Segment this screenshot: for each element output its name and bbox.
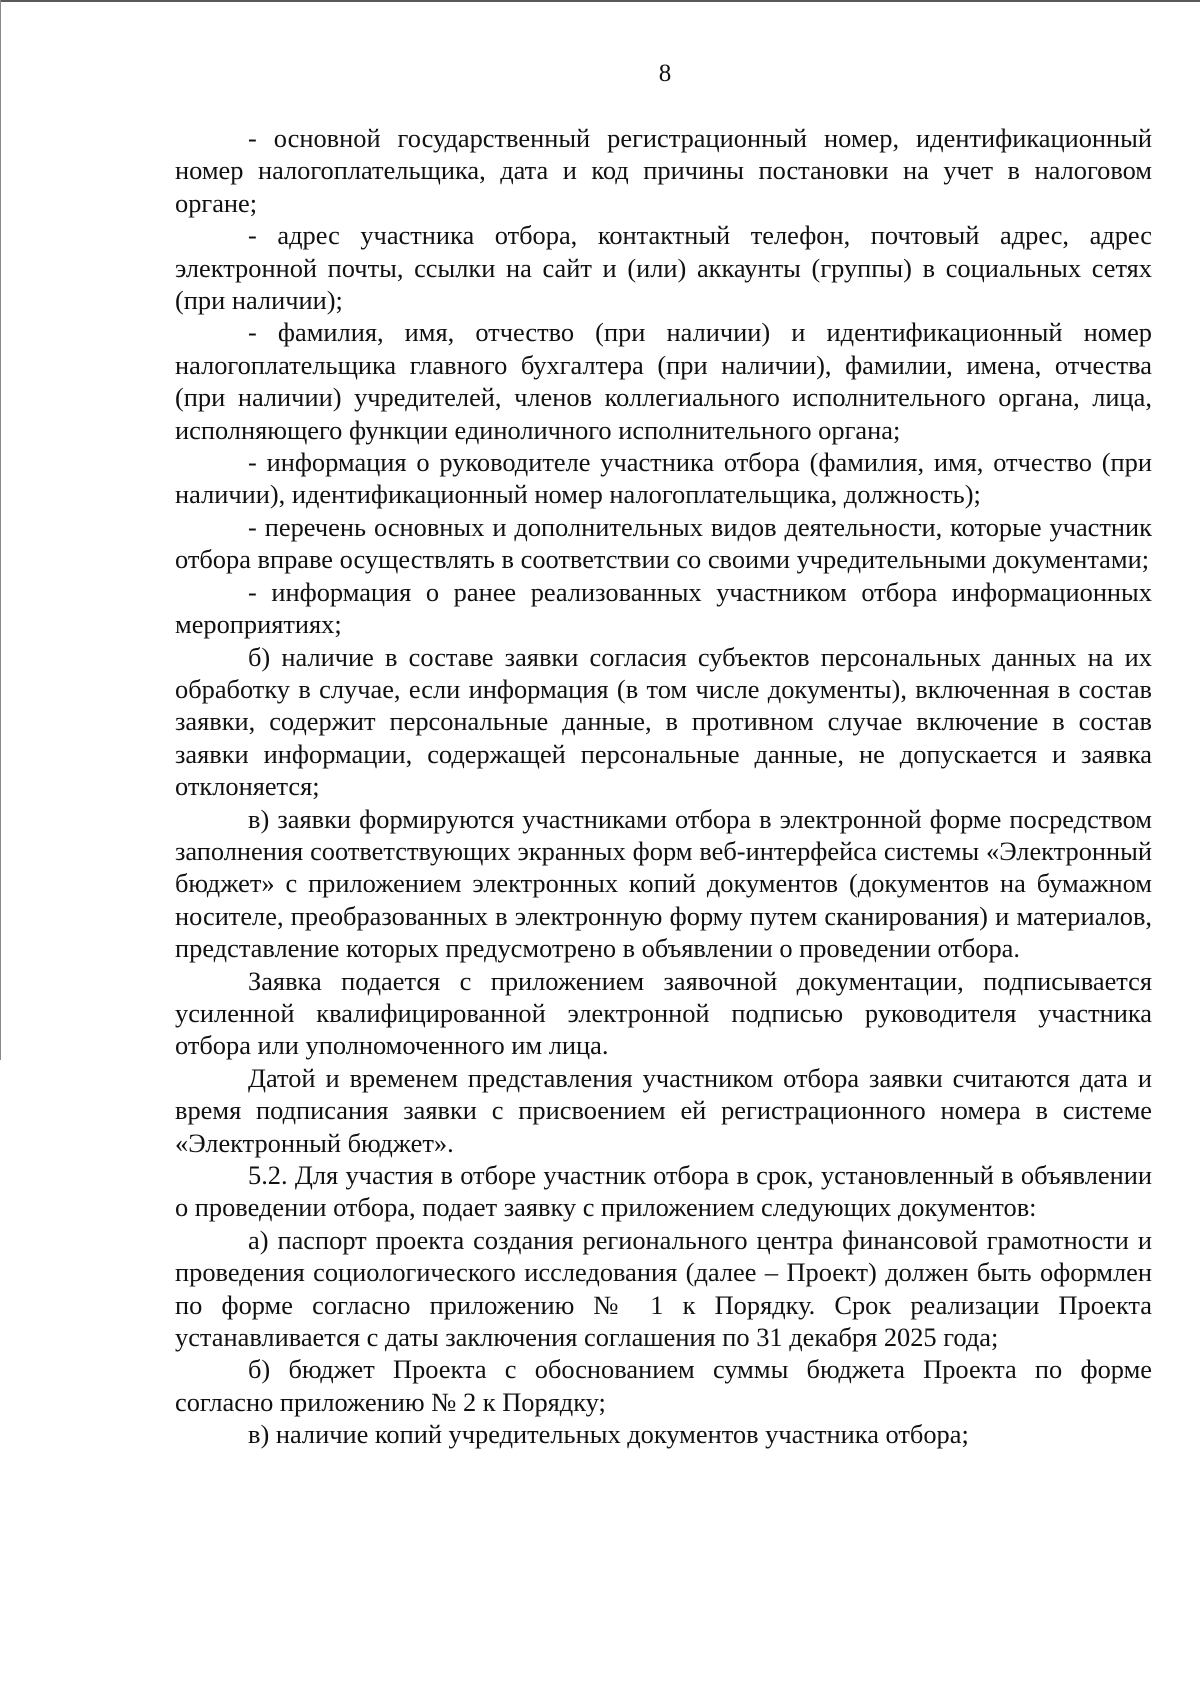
scan-edge-top: [0, 0, 1200, 2]
page-number: 8: [658, 60, 672, 87]
paragraph: - адрес участника отбора, контактный телефон, почтовый адрес, адрес электронной почты, ссылки на сайт и (или) аккаунты (группы) в социальных сетях (при наличии);: [175, 220, 1152, 316]
paragraph: - основной государственный регистрационный номер, идентификационный номер налогоплательщика, дата и код причины постановки на учет в налоговом органе;: [175, 123, 1152, 218]
paragraph: б) бюджет Проекта с обоснованием суммы бюджета Проекта по форме согласно приложению № 2 к Порядку;: [175, 1354, 1152, 1417]
paragraph: Заявка подается с приложением заявочной документации, подписывается усиленной квалифицированной электронной подписью руководителя участника отбора или уполномоченного им лица.: [175, 965, 1152, 1061]
paragraph: - перечень основных и дополнительных видов деятельности, которые участник отбора вправе осуществлять в соответствии со своими учредительными документами;: [175, 511, 1152, 575]
paragraph: б) наличие в составе заявки согласия субъектов персональных данных на их обработку в случае, если информация (в том числе документы), включенная в состав заявки, содержит персональные данные, в противном случае включение в состав заявки информации, содержащей персональные данные, не допускается и заявка отклоняется;: [175, 641, 1152, 802]
scan-edge-left: [0, 0, 1, 1060]
paragraph: 5.2. Для участия в отборе участник отбора в срок, установленный в объявлении о проведении отбора, подает заявку с приложением следующих документов:: [175, 1160, 1152, 1223]
paragraph: - фамилия, имя, отчество (при наличии) и идентификационный номер налогоплательщика главного бухгалтера (при наличии), фамилии, имена, отчества (при наличии) учредителей, членов коллегиального исполнительного органа, лица, исполняющего функции единоличного исполнительного органа;: [175, 317, 1152, 445]
paragraph: - информация о руководителе участника отбора (фамилия, имя, отчество (при наличии), идентификационный номер налогоплательщика, должность);: [175, 447, 1152, 510]
paragraph: - информация о ранее реализованных участником отбора информационных мероприятиях;: [175, 576, 1152, 640]
paragraph: Датой и временем представления участником отбора заявки считаются дата и время подписания заявки с присвоением ей регистрационного номера в системе «Электронный бюджет».: [175, 1062, 1152, 1158]
paragraph: в) наличие копий учредительных документов участника отбора;: [248, 1419, 969, 1450]
paragraph: а) паспорт проекта создания регионального центра финансовой грамотности и проведения социологического исследования (далее – Проект) должен быть оформлен по форме согласно приложению № 1 к Порядку. Срок реализации Проекта устанавливается с даты заключения соглашения по 31 декабря 2025 года;: [175, 1224, 1152, 1353]
document-body: [175, 122, 1152, 1451]
paragraph: в) заявки формируются участниками отбора в электронной форме посредством заполнения соответствующих экранных форм веб-интерфейса системы «Электронный бюджет» с приложением электронных копий документов (документов на бумажном носителе, преобразованных в электронную форму путем сканирования) и материалов, представление которых предусмотрено в объявлении о проведении отбора.: [175, 803, 1152, 964]
